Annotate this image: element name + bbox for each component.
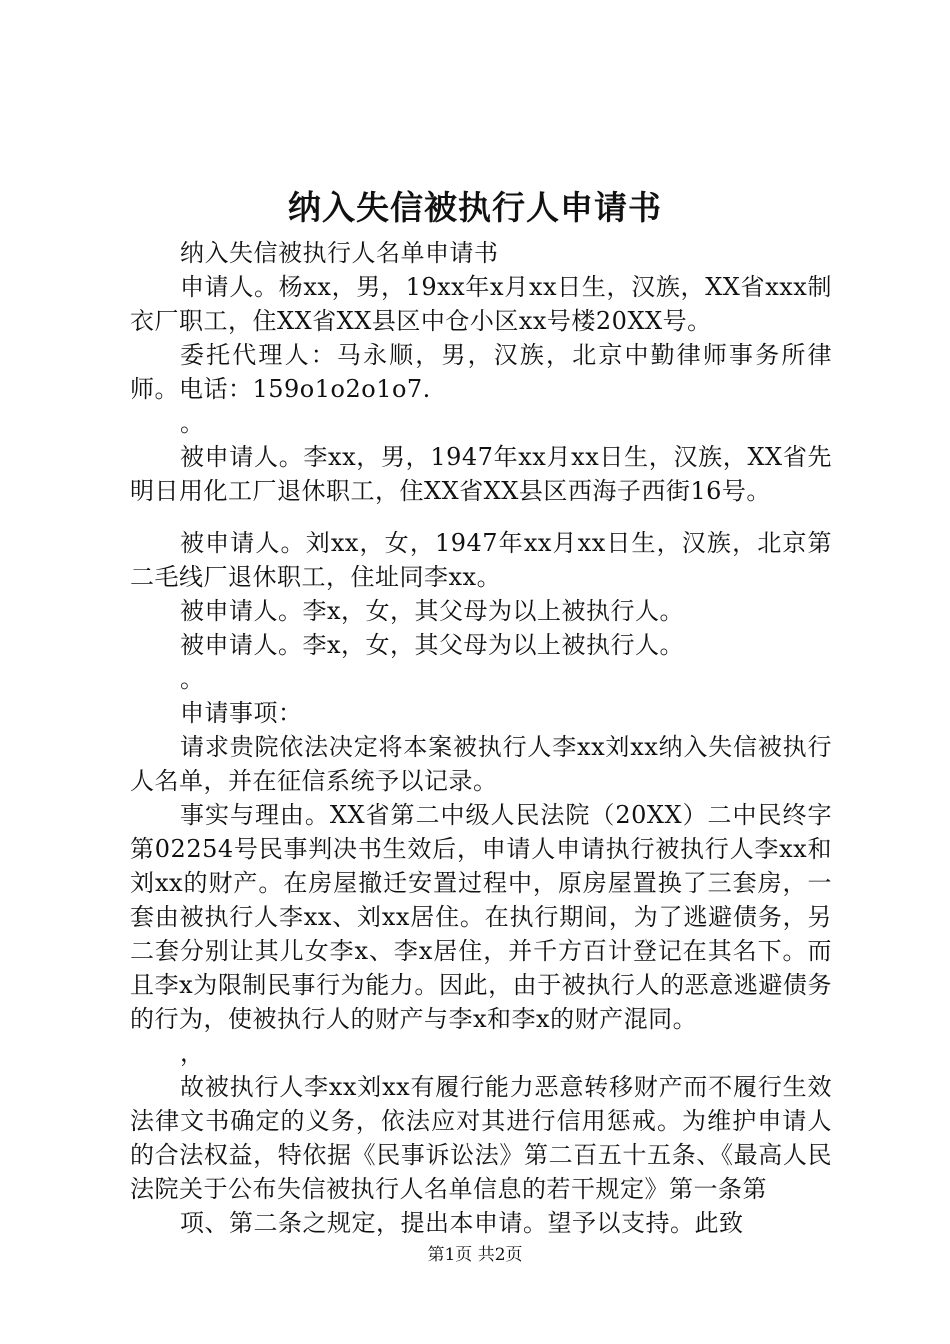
paragraph-respondent-1: 被申请人。李xx，男，1947年xx月xx日生，汉族，XX省先明日用化工厂退休职工，住XX省XX县区西海子西街16号。 (130, 443, 832, 505)
paragraph-subtitle: 纳入失信被执行人名单申请书 (180, 239, 499, 267)
paragraph-respondent-2: 被申请人。刘xx，女，1947年xx月xx日生，汉族，北京第二毛线厂退休职工，住址同李xx。 (130, 529, 832, 591)
document-body (130, 236, 832, 1240)
paragraph-mark: 。 (180, 665, 205, 693)
document-title: 纳入失信被执行人申请书 (288, 188, 662, 227)
paragraph-respondent-3: 被申请人。李x，女，其父母为以上被执行人。 (180, 597, 685, 625)
paragraph-mark: 。 (180, 409, 205, 437)
paragraph-applicant: 申请人。杨xx，男，19xx年x月xx日生，汉族，XX省xxx制衣厂职工，住XX省XX县区中仓小区xx号楼20XX号。 (130, 273, 832, 335)
paragraph-respondent-4: 被申请人。李x，女，其父母为以上被执行人。 (180, 631, 685, 659)
paragraph-closing: 项、第二条之规定，提出本申请。望予以支持。此致 (180, 1209, 744, 1237)
page-footer: 第1页 共2页 (427, 1245, 523, 1265)
paragraph-request-heading: 申请事项： (180, 699, 303, 727)
paragraph-agent: 委托代理人：马永顺，男，汉族，北京中勤律师事务所律师。电话：159o1o2o1o7. (130, 341, 832, 403)
paragraph-grounds: 故被执行人李xx刘xx有履行能力恶意转移财产而不履行生效法律文书确定的义务，依法应对其进行信用惩戒。为维护申请人的合法权益，特依据《民事诉讼法》第二百五十五条、《最高人民法院关于公布失信被执行人名单信息的若干规定》第一条第 (130, 1073, 832, 1203)
paragraph-request: 请求贵院依法决定将本案被执行人李xx刘xx纳入失信被执行人名单，并在征信系统予以记录。 (130, 733, 832, 795)
paragraph-facts: 事实与理由。XX省第二中级人民法院（20XX）二中民终字第02254号民事判决书生效后，申请人申请执行被执行人李xx和刘xx的财产。在房屋撤迁安置过程中，原房屋置换了三套房，一套由被执行人李xx、刘xx居住。在执行期间，为了逃避债务，另二套分别让其儿女李x、李x居住，并千方百计登记在其名下。而且李x为限制民事行为能力。因此，由于被执行人的恶意逃避债务的行为，使被执行人的财产与李x和李x的财产混同。 (130, 801, 832, 1033)
paragraph-mark: ， (180, 1039, 205, 1067)
